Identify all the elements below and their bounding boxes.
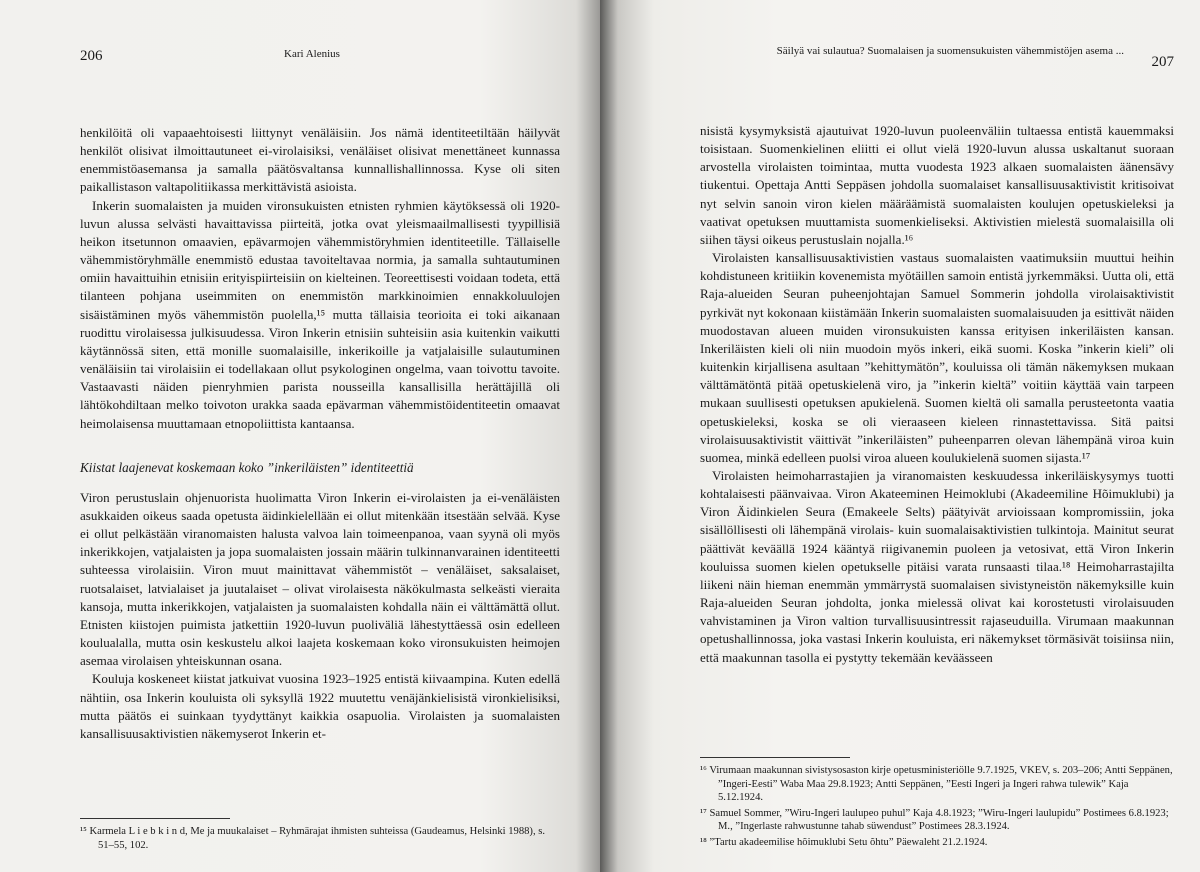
- paragraph: nisistä kysymyksistä ajautuivat 1920-luvun puoleenväliin tultaessa entistä kauemmaksi toisistaan. Suomenkielinen eliitti ei ollut vielä 1920-luvun alussa uskaltanut suoraan arvostella virolaisten toimintaa, mutta vuodesta 1923 alkaen suomalaisten äänensävy tiukentui. Opettaja Antti Seppäsen johdolla suomalaiset kansallisuusaktivistit kritisoivat nyt selvin sanoin viron kielen määräämistä suomalaisten koulujen opetuskieleksi ja vaativat opetuksen muuttamista suomenkieliseksi. Aktivistien mielestä suomalaisilla oli siihen täysi oikeus perustuslain nojalla.¹⁶: [700, 123, 1174, 247]
- paragraph: Virolaisten kansallisuusaktivistien vastaus suomalaisten vaatimuksiin muuttui heihin kohdistuneen kritiikin kovenemista myötäillen samoin entistä jyrkemmäksi. Uutta oli, että Raja-alueiden Seuran puheenjohtajan Samuel Sommerin johdolla virolaisaktivistit pyrkivät nyt kokonaan kiistämään Inkerin suomalaisten suomalaisuuden ja esittivät näiden muodostavan alueen muiden vironsukuisten kanssa erityisen inkeriläisten kansan. Inkeriläisten kieli oli niin muodoin myös inkeri, eikä suomi. Koska ”inkerin kieli” oli kuitenkin kirjallisena asultaan ”kehittymätön”, kouluissa oli tämän näkemyksen mukaan välttämätöntä pitää opetuskielenä viro, ja ”inkerin kieltä” voitiin käyttää vain tarpeen mukaan suullisesti opetuksen apukielenä. Suomen kieltä oli samalla perusteetonta vaatia opetuskieleksi, koska se oli vieraaseen kieleen rinnastettavissa. Sitä paitsi virolaisuusaktivistit väittivät ”inkeriläisten” puheenparren olevan lähempänä viroa kuin suomea, minkä edelleen puolsi viroa alueen koulukielenä suomen sijasta.¹⁷: [700, 250, 1174, 465]
- right-page-header: [700, 44, 1174, 72]
- paragraph: Inkerin suomalaisten ja muiden vironsukuisten etnisten ryhmien käytöksessä oli 1920-luvun alussa selvästi havaittavissa piirteitä, jotka ovat yleismaailmallisesti tyypillisiä heikon itsetunnon omaavien, epävarmojen vähemmistöryhmien identiteetille. Tällaiselle vähemmistöryhmälle enemmistö edustaa tavoiteltavaa normia, ja samalla suhtautuminen omiin havaittuihin etnisiin erityispiirteisiin on kielteinen. Teoreettisesti voidaan todeta, että tilanteen pohjana useimmiten on enemmistön markkinoimien ennakkoluulojen sisäistäminen myös vähemmistön puolella,¹⁵ mutta tällaisia teorioita ei toki aikanaan ruodittu virolaisessa julkisuudessa. Viron Inkerin etnisiin suhteisiin asia kuitenkin vaikutti käytännössä siten, että monille suomalaisille, inkerikoille ja vatjalaisille sulautuminen venäläisiin tai virolaisiin ei todellakaan ollut psykologinen ongelma, vaan toivottu tavoite. Vastaavasti näiden pienryhmien parista nousseilla kansallisilla herättäjillä oli lähtökohdiltaan melko toivoton urakka saada epävarman vähemmistöidentiteetin omaavat heimolaisensa muuttamaan etnopoliittista kantaansa.: [80, 197, 560, 431]
- left-page-body: [80, 124, 560, 743]
- paragraph: Kouluja koskeneet kiistat jatkuivat vuosina 1923–1925 entistä kiivaampina. Kuten edellä nähtiin, osa Inkerin kouluista oli syksyllä 1922 muutettu venäjänkielisistä vironkielisiksi, mutta päätös ei suinkaan tyydyttänyt kaikkia osapuolia. Virolaisten ja suomalaisten kansallisuusaktivistien näkemyserot Inkerin et-: [80, 671, 560, 741]
- footnote-17: ¹⁷ Samuel Sommer, ”Wiru-Ingeri laulupeo puhul” Kaja 4.8.1923; ”Wiru-Ingeri laulupidu” Postimees 6.8.1923; M., ”Ingerlaste rahwustunne tahab süwendust” Postimees 28.3.1924.: [700, 807, 1169, 832]
- right-page-number: 207: [1151, 54, 1174, 70]
- footnote-rule: [80, 818, 230, 819]
- right-page: [600, 0, 1200, 872]
- left-page-header: [80, 44, 560, 72]
- section-heading: Kiistat laajenevat koskemaan koko ”inkeriläisten” identiteettiä: [80, 459, 414, 475]
- right-footnotes: [700, 757, 1174, 851]
- footnote-16: ¹⁶ Virumaan maakunnan sivistysosaston kirje opetusministeriölle 9.7.1925, VKEV, s. 203–206; Antti Seppänen, ”Ingeri-Eesti” Waba Maa 29.8.1923; Antti Seppänen, ”Eesti Ingeri ja Ingeri rahwa tulewik” Kaja 5.12.1924.: [700, 765, 1173, 803]
- paragraph: Viron perustuslain ohjenuorista huolimatta Viron Inkerin ei-virolaisten ja ei-venäläisten asukkaiden oikeus saada opetusta äidinkielellään ei ollut mitenkään itsestään selvää. Kyse ei ollut pelkästään viranomaisten halusta valvoa lain toimeenpanoa, vaan syynä oli myös inkerikkojen, vatjalaisten ja jopa suomalaisten jossain määrin tulkinnanvarainen identiteetti suhteessa virolaisiin. Viron muut mainittavat vähemmistöt – venäläiset, saksalaiset, ruotsalaiset, latvialaiset ja juutalaiset – olivat virolaisesta näkökulmasta selkeästi vieraita kansoja, mutta inkerikkojen, vatjalaisten ja suomalaisten kohdalla näin ei välttämättä ollut. Etnisten kiistojen puimista jatkettiin 1920-luvun puoliväliä lähestyttäessä osin edelleen koulualalla, mutta osin keskustelu alkoi laajeta koskemaan koko vironsukuisten heimojen asemaa virolaisen yhteiskunnan osana.: [80, 489, 560, 669]
- paragraph: henkilöitä oli vapaaehtoisesti liittynyt venäläisiin. Jos nämä identiteetiltään häilyvät henkilöt olisivat ilmoittautuneet ei-virolaisiksi, venäläiset olisivat menettäneet kunnassa enemmistöasemansa ja samalla päätösvaltansa kunnallishallinnossa. Kyse oli siten paikallistason valtapolitiikassa merkittävistä asioista.: [80, 125, 560, 195]
- right-page-body: [700, 122, 1174, 667]
- right-running-head: Säilyä vai sulautua? Suomalaisen ja suomensukuisten vähemmistöjen asema ...: [776, 45, 1124, 57]
- left-running-head: Kari Alenius: [284, 48, 340, 60]
- footnote-18: ¹⁸ ”Tartu akadeemilise hõimuklubi Setu õhtu” Päewaleht 21.2.1924.: [700, 836, 988, 848]
- paragraph: Virolaisten heimoharrastajien ja viranomaisten keskuudessa inkeriläiskysymys tuotti kohtalaisesti päänvaivaa. Viron Akateeminen Heimoklubi (Akadeemiline Hõimuklubi) ja Viron Äidinkielen Seura (Emakeele Selts) päätyivät arvioissaan kompromissiin, joka sisällöllisesti oli lähempänä virolais- kuin suomalaisaktivistien tulkintoja. Mainitut seurat päättivät keväällä 1924 kääntyä riigivanemin puoleen ja vetosivat, että Viron Inkerin kouluissa suomen kielen opetukselle pitäisi varata runsaasti tilaa.¹⁸ Heimoharrastajilta liikeni näin hieman enemmän ymmärrystä suomalaisen sivistyneistön näkemyksille kuin Raja-alueiden Seuran johdolta, jonka mielessä olivat kai korostetusti virolaisuuden vahvistaminen ja Viron valtion turvallisuusintressit rajaseuduilla. Virumaan maakunnan opetushallinnossa, joka vastasi Inkerin kouluista, eri näkemykset törmäsivät toisiinsa niin, että maakunnan tasolla ei pystytty tekemään keväässeen: [700, 467, 1174, 665]
- left-page-number: 206: [80, 48, 103, 64]
- footnote-15: ¹⁵ Karmela L i e b k i n d, Me ja muukalaiset – Ryhmärajat ihmisten suhteissa (Gaudeamus, Helsinki 1988), s. 51–55, 102.: [80, 826, 546, 851]
- left-footnotes: [80, 818, 560, 854]
- footnote-rule: [700, 757, 850, 758]
